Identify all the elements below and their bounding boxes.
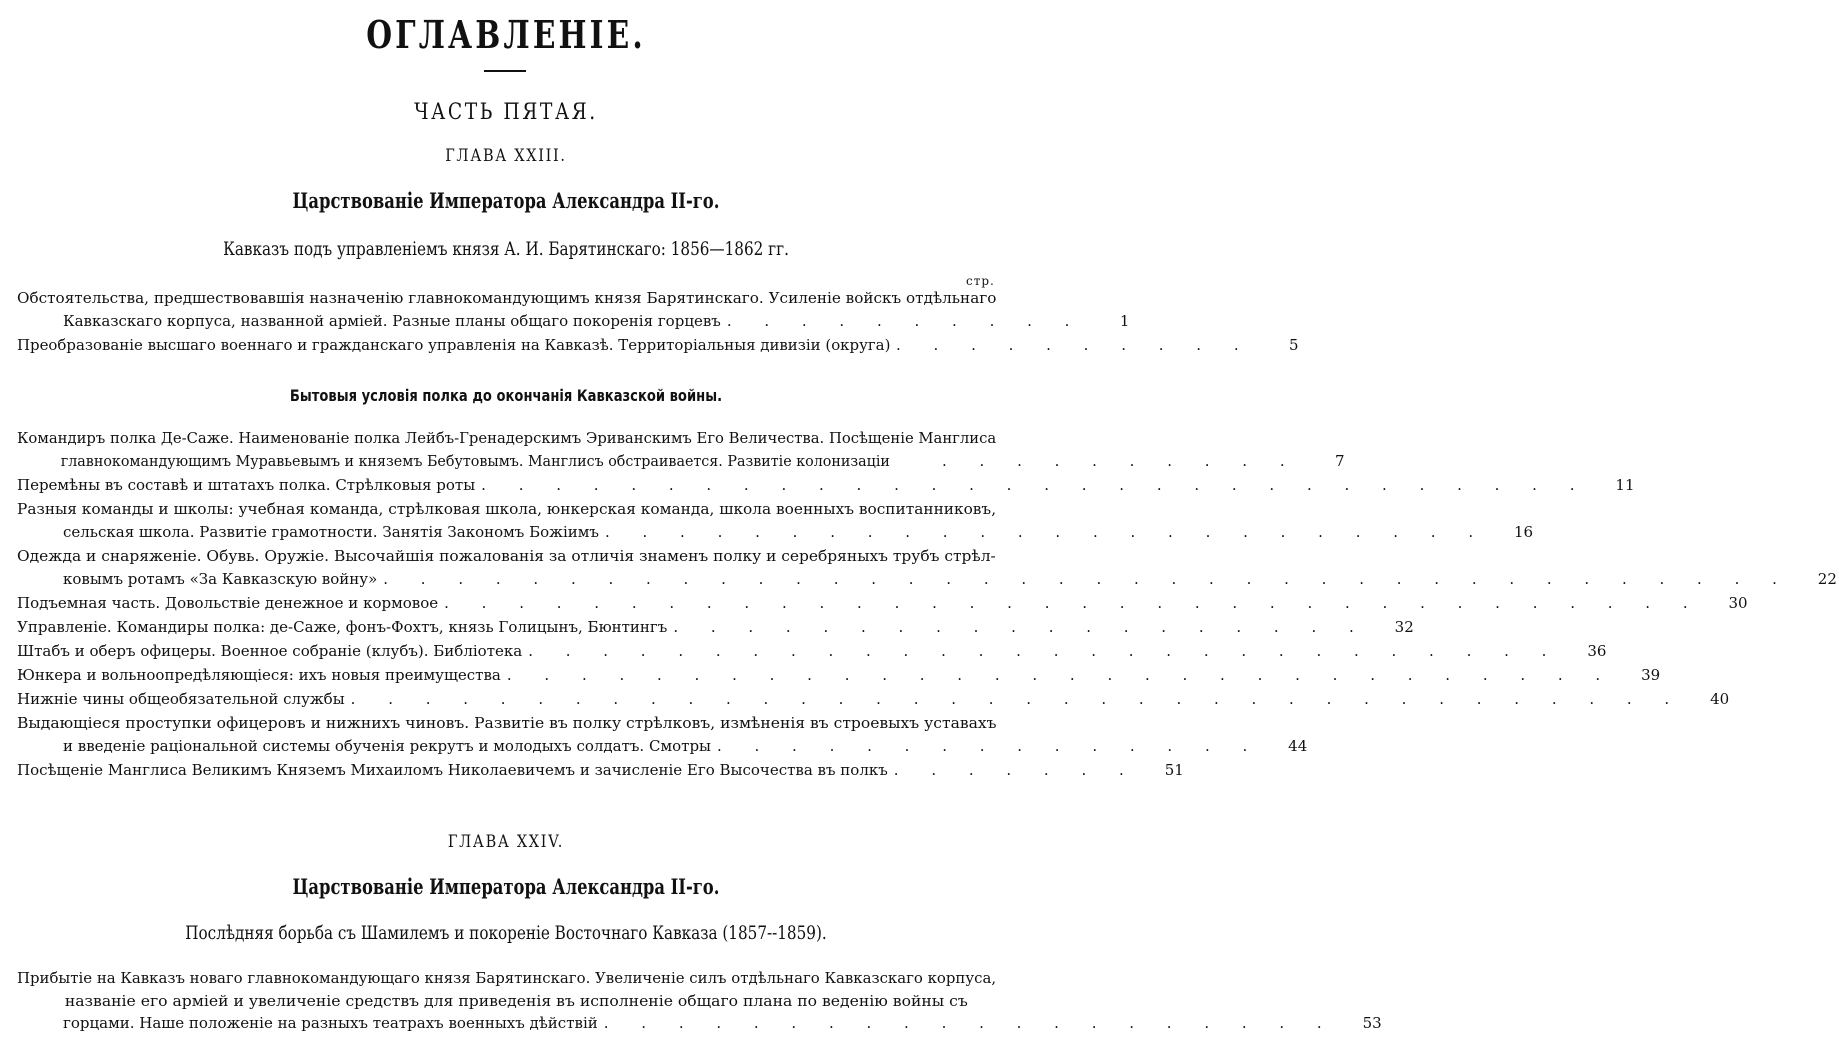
entry-line [17,521,1534,544]
entry-text: Нижніе чины общеобязательной службы [17,690,345,708]
entry-line [17,545,1000,568]
page-number: 1 [1119,311,1130,330]
entry-line [17,592,1748,615]
entry-line [17,310,1130,333]
part-heading: ЧАСТЬ ПЯТАЯ. [414,100,598,125]
leader-dots: . . . . . . . . . . . . . . . . . . . . . . . . . . . . . . [506,666,1615,684]
page-title: ОГЛАВЛЕНІЕ. [366,12,646,57]
entry-text: горцами. Наше положеніе на разныхъ театрахъ военныхъ дѣйствій [63,1014,598,1032]
entry-text: Преобразованіе высшаго военнаго и гражданскаго управленія на Кавказѣ. Территоріальныя дивизіи (округа) [17,336,891,354]
page-number: 51 [1164,761,1184,779]
leader-dots: . . . . . . . [893,761,1138,779]
chapter-subtitle: Кавказъ подъ управленіемъ князя А. И. Барятинскаго: 1856—1862 гг. [223,238,789,260]
entry-text: ковымъ ротамъ «За Кавказскую войну» [63,569,378,588]
toc-entry[interactable] [17,640,1607,663]
page-number: 44 [1288,736,1308,755]
entry-text: Одежда и снаряженіе. Обувь. Оружіе. Высочайшія пожалованія за отличія знаменъ полку и серебряныхъ трубъ стрѣл- [17,547,996,565]
chapter-subtitle: Послѣдняя борьба съ Шамилемъ и покореніе Восточнаго Кавказа (1857--1859). [185,922,827,944]
entry-line [17,474,1635,497]
entry-text: Юнкера и вольноопредѣляющіеся: ихъ новыя преимущества [17,666,501,684]
entry-text: Разныя команды и школы: учебная команда, стрѣлковая школа, юнкерская команда, школа военныхъ воспитанниковъ, [17,500,997,518]
leader-dots: . . . . . . . . . . [942,451,1299,470]
page-number: 53 [1362,1014,1382,1032]
entry-line [17,990,1000,1013]
entry-line [17,568,1837,591]
entry-line [17,640,1607,663]
entry-line [17,450,1345,473]
entry-line [17,287,1000,310]
page-number: 16 [1514,522,1534,541]
entry-line [17,664,1661,687]
leader-dots: . . . . . . . . . . . . . . . . . . . . . . . . [604,522,1488,541]
page-number: 7 [1335,451,1345,470]
toc-entry[interactable] [17,545,1837,590]
leader-dots: . . . . . . . . . . . . . . . . . . . . . . . . . . . . . . . . . . [444,594,1702,612]
entry-text: Командиръ полка Де-Саже. Наименованіе полка Лейбъ-Гренадерскимъ Эриванскимъ Его Величества. Посѣщеніе Манглиса [17,429,997,447]
toc-entry[interactable] [17,967,1382,1035]
chapter-heading: ГЛАВА XXIII. [445,146,567,166]
entry-text: и введеніе раціональной системы обученія рекрутъ и молодыхъ солдатъ. Смотры [63,736,711,755]
section-heading: Бытовыя условія полка до окончанія Кавказской войны. [289,386,723,405]
leader-dots: . . . . . . . . . . [896,336,1253,354]
entry-line [17,334,1299,357]
entry-text: Подъемная часть. Довольствіе денежное и кормовое [17,594,439,612]
toc-entry[interactable] [17,287,1130,332]
leader-dots: . . . . . . . . . . . . . . . . . . . . . . . . . . . . . . . . . . . . [350,690,1684,708]
entry-text: Управленіе. Командиры полка: де-Саже, фонъ-Фохтъ, князь Голицынъ, Бюнтингъ [17,618,668,636]
chapter-heading: ГЛАВА XXIV. [447,832,565,852]
entry-text: Перемѣны въ составѣ и штатахъ полка. Стрѣлковыя роты [17,476,476,494]
leader-dots: . . . . . . . . . . . . . . . . . . . . [603,1014,1336,1032]
entry-line [17,759,1184,782]
page-number: 39 [1641,666,1661,684]
toc-entry[interactable] [17,427,1345,472]
title-divider [484,70,526,72]
leader-dots: . . . . . . . . . . . . . . . . . . . . . . . . . . . . [528,642,1561,660]
leader-dots: . . . . . . . . . . . . . . . [716,736,1262,755]
entry-text: Обстоятельства, предшествовавшія назначенію главнокомандующимъ князя Барятинскаго. Усиленіе войскъ отдѣльнаго [17,289,997,307]
toc-entry[interactable] [17,688,1730,711]
entry-text: названіе его арміей и увеличеніе средствъ для приведенія въ исполненіе общаго плана по веденію войны съ [64,991,968,1010]
entry-line [17,498,1000,521]
page-number: 36 [1587,642,1607,660]
page-number: 5 [1289,336,1299,354]
entry-text: Выдающіеся проступки офицеровъ и нижнихъ чиновъ. Развитіе въ полку стрѣлковъ, измѣненія въ строевыхъ уставахъ [17,714,997,732]
entry-line [17,616,1414,639]
toc-entry[interactable] [17,592,1748,615]
toc-entry[interactable] [17,664,1661,687]
entry-text: Посѣщеніе Манглиса Великимъ Княземъ Михаиломъ Николаевичемъ и зачисленіе Его Высочества въ полкъ [17,761,888,779]
reign-heading: Царствованіе Императора Александра II-го. [292,874,720,899]
toc-entry[interactable] [17,498,1534,543]
toc-entry[interactable] [17,759,1184,782]
page-column-label: стр. [966,274,995,288]
entry-text: Прибытіе на Кавказъ новаго главнокомандующаго князя Барятинскаго. Увеличеніе силъ отдѣльнаго Кавказскаго корпуса, [17,969,997,987]
entry-text: главнокомандующимъ Муравьевымъ и княземъ Бебутовымъ. Манглисъ обстраивается. Развитіе колонизаціи [60,451,890,470]
toc-entry[interactable] [17,616,1414,639]
page-number: 11 [1615,476,1635,494]
toc-entry[interactable] [17,474,1635,497]
page-number: 32 [1394,618,1414,636]
leader-dots: . . . . . . . . . . [726,311,1084,330]
entry-text: Кавказскаго корпуса, названной арміей. Разные планы общаго покоренія горцевъ [63,311,721,330]
entry-text: сельская школа. Развитіе грамотности. Занятія Закономъ Божіимъ [63,522,599,541]
leader-dots: . . . . . . . . . . . . . . . . . . . . . . . . . . . . . . [481,476,1589,494]
entry-line [17,712,1000,735]
toc-entry[interactable] [17,712,1308,757]
reign-heading: Царствованіе Императора Александра II-го. [292,188,720,213]
leader-dots: . . . . . . . . . . . . . . . . . . . [673,618,1368,636]
page-number: 40 [1710,690,1730,708]
entry-line [17,427,1000,450]
entry-line [17,735,1308,758]
leader-dots: . . . . . . . . . . . . . . . . . . . . . . . . . . . . . . . . . . . . . . [383,569,1791,588]
entry-line [17,688,1730,711]
page-number: 30 [1728,594,1748,612]
entry-text: Штабъ и оберъ офицеры. Военное собраніе (клубъ). Библіотека [17,642,523,660]
page-number: 22 [1817,569,1837,588]
toc-entry[interactable] [17,334,1299,357]
entry-line [17,1012,1382,1035]
entry-line [17,967,1000,990]
